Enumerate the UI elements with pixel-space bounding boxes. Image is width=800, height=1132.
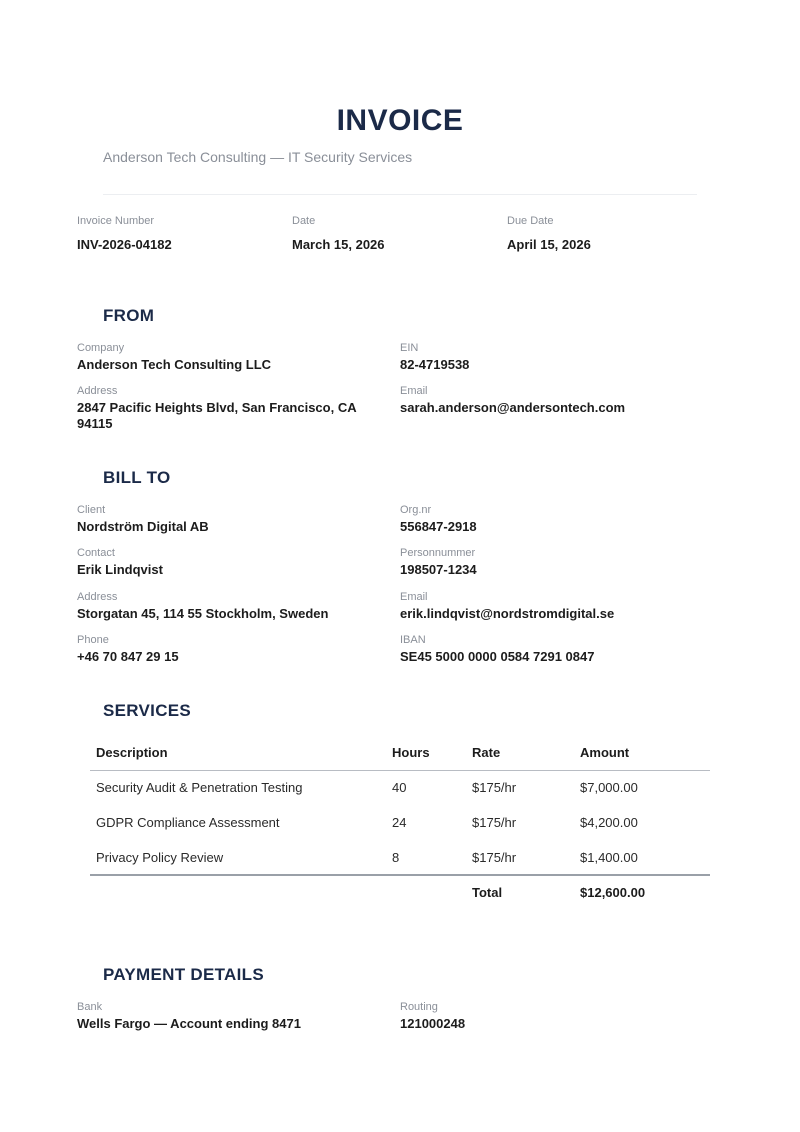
from-address-field: [77, 385, 377, 432]
column-header-rate: Rate: [472, 745, 501, 760]
invoice-number-label: Invoice Number: [77, 215, 155, 227]
invoice-title: INVOICE: [336, 104, 464, 137]
bill-to-personnummer-field: [400, 547, 700, 578]
bill-to-address-label: Address: [77, 591, 118, 603]
row-hours: 40: [392, 780, 407, 795]
from-ein-field: [400, 342, 700, 373]
row-amount: $7,000.00: [580, 780, 638, 795]
bill-to-phone-label: Phone: [77, 634, 109, 646]
bill-to-address-field: [77, 591, 377, 622]
total-label: Total: [472, 885, 503, 900]
from-ein-label: EIN: [400, 342, 419, 354]
from-email-label: Email: [400, 385, 428, 397]
payment-bank-label: Bank: [77, 1001, 103, 1013]
bill-to-orgnr-label: Org.nr: [400, 504, 432, 516]
from-address-value: 2847 Pacific Heights Blvd, San Francisco, CA 94115: [77, 400, 357, 431]
from-company-value: Anderson Tech Consulting LLC: [77, 357, 272, 372]
bill-to-iban-value: SE45 5000 0000 0584 7291 0847: [400, 649, 595, 664]
bill-to-phone-value: +46 70 847 29 15: [77, 649, 179, 664]
bill-to-orgnr-value: 556847-2918: [400, 519, 477, 534]
bill-to-orgnr-field: [400, 504, 700, 535]
column-header-description: Description: [96, 745, 168, 760]
row-rate: $175/hr: [472, 780, 517, 795]
row-description: Privacy Policy Review: [96, 850, 224, 865]
bill-to-client-field: [77, 504, 377, 535]
bill-to-phone-field: [77, 634, 377, 665]
row-description: GDPR Compliance Assessment: [96, 815, 280, 830]
bill-to-iban-label: IBAN: [400, 634, 426, 646]
bill-to-section-title: BILL TO: [103, 468, 171, 487]
payment-routing-label: Routing: [400, 1001, 438, 1013]
services-section-title: SERVICES: [103, 701, 192, 720]
row-rate: $175/hr: [472, 850, 517, 865]
row-amount: $4,200.00: [580, 815, 638, 830]
bill-to-personnummer-label: Personnummer: [400, 547, 476, 559]
bill-to-contact-label: Contact: [77, 547, 115, 559]
from-section-title: FROM: [103, 306, 155, 325]
invoice-subtitle: Anderson Tech Consulting — IT Security Services: [103, 149, 413, 165]
from-email-field: [400, 385, 700, 416]
bill-to-contact-value: Erik Lindqvist: [77, 562, 163, 577]
bill-to-contact-field: [77, 547, 377, 578]
header-divider: [103, 194, 697, 195]
column-header-amount: Amount: [580, 745, 630, 760]
from-company-label: Company: [77, 342, 125, 354]
due-date-block: [507, 215, 591, 252]
date-block: [292, 215, 385, 252]
bill-to-email-value: erik.lindqvist@nordstromdigital.se: [400, 606, 615, 621]
from-ein-value: 82-4719538: [400, 357, 470, 372]
bill-to-client-label: Client: [77, 504, 106, 516]
table-bottom-rule: [90, 874, 710, 876]
payment-routing-field: [400, 1001, 700, 1032]
row-amount: $1,400.00: [580, 850, 638, 865]
date-value: March 15, 2026: [292, 237, 385, 252]
from-email-value: sarah.anderson@andersontech.com: [400, 400, 626, 415]
services-table-header: [90, 744, 710, 771]
invoice-number-value: INV-2026-04182: [77, 237, 172, 252]
row-description: Security Audit & Penetration Testing: [96, 780, 303, 795]
column-header-hours: Hours: [392, 745, 430, 760]
due-date-value: April 15, 2026: [507, 237, 591, 252]
payment-routing-value: 121000248: [400, 1016, 466, 1031]
payment-bank-field: [77, 1001, 377, 1032]
payment-section-title: PAYMENT DETAILS: [103, 965, 264, 984]
bill-to-personnummer-value: 198507-1234: [400, 562, 477, 577]
invoice-number-block: [77, 215, 172, 252]
date-label: Date: [292, 215, 316, 227]
payment-bank-value: Wells Fargo — Account ending 8471: [77, 1016, 301, 1031]
row-hours: 24: [392, 815, 407, 830]
due-date-label: Due Date: [507, 215, 554, 227]
bill-to-address-value: Storgatan 45, 114 55 Stockholm, Sweden: [77, 606, 329, 621]
bill-to-email-field: [400, 591, 700, 622]
from-address-label: Address: [77, 385, 118, 397]
from-company-field: [77, 342, 377, 373]
row-hours: 8: [392, 850, 400, 865]
bill-to-iban-field: [400, 634, 700, 665]
total-value: $12,600.00: [580, 885, 646, 900]
bill-to-client-value: Nordström Digital AB: [77, 519, 209, 534]
bill-to-email-label: Email: [400, 591, 428, 603]
row-rate: $175/hr: [472, 815, 517, 830]
